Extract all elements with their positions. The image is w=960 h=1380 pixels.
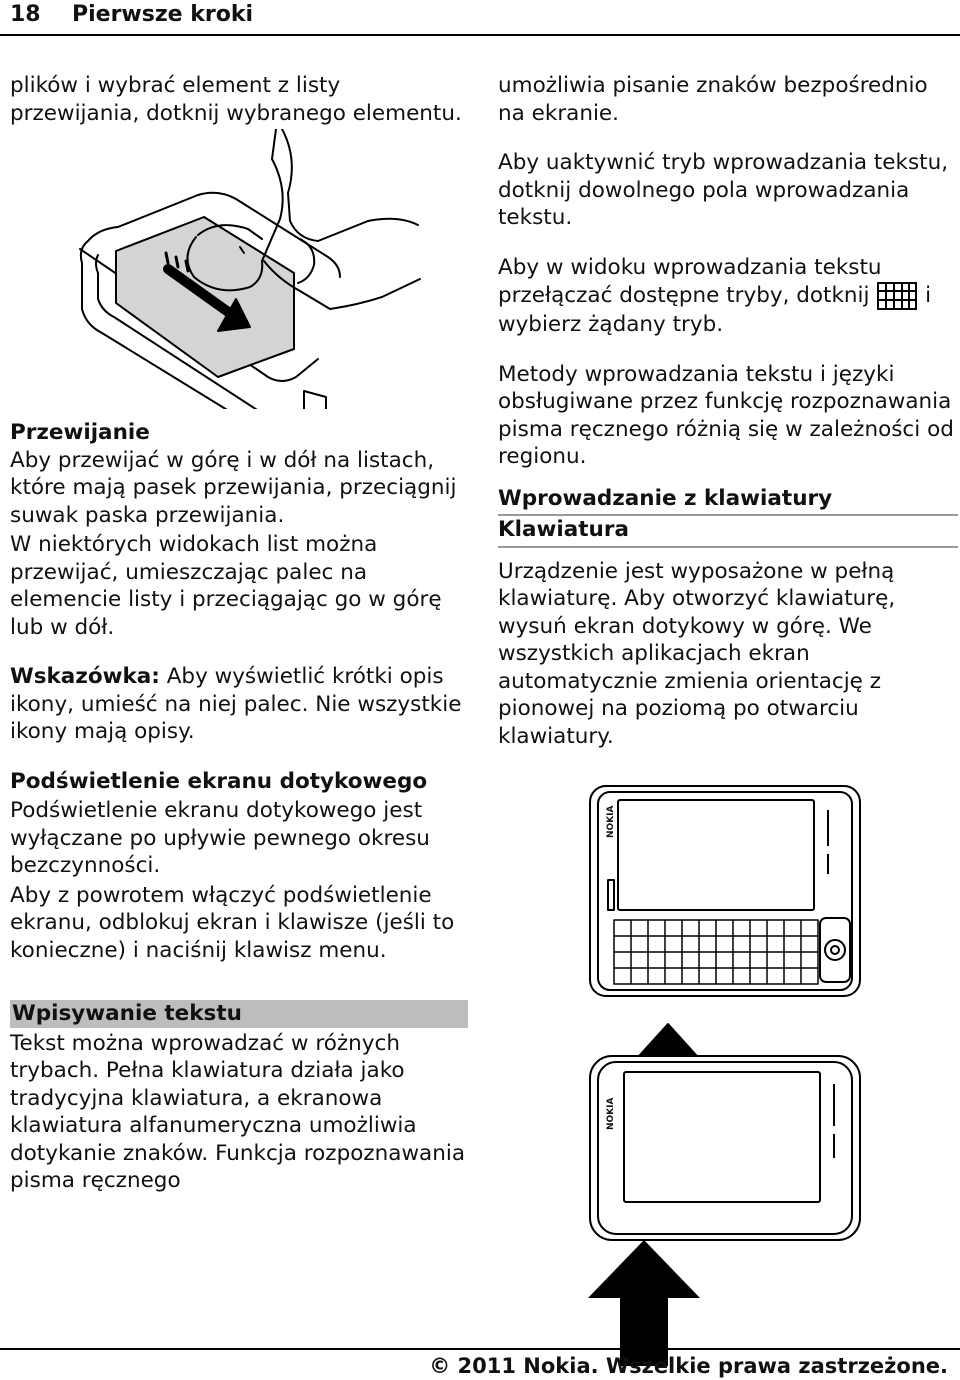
regional-methods-paragraph: Metody wprowadzania tekstu i języki obsługiwane przez funkcję rozpoznawania pisma ręcznego różnią się w zależności od regionu. <box>498 361 954 469</box>
phone-brand-bottom: NOKIA <box>606 1097 616 1130</box>
text-input-paragraph: Tekst można wprowadzać w różnych trybach. Pełna klawiatura działa jako tradycyjna klawiatura, a ekranowa klawiatura alfanumeryczna umożliwia dotykanie znaków. Funkcja rozpoznawania pisma ręcznego <box>10 1030 465 1193</box>
keyboard-paragraph: Urządzenie jest wyposażone w pełną klawiaturę. Aby otworzyć klawiaturę, wysuń ekran dotykowy w górę. We wszystkich aplikacjach ekran automatycznie zmienia orientację z pionowej na poziomą po otwarciu klawiatury. <box>498 558 896 749</box>
scroll-paragraph-2: W niektórych widokach list można przewijać, umieszczając palec na elemencie listy i przeciągając go w górę lub w dół. <box>10 532 442 640</box>
closed-phone-illustration <box>584 1054 874 1244</box>
handwriting-paragraph: umożliwia pisanie znaków bezpośrednio na ekranie. <box>498 73 928 126</box>
right-column <box>498 72 960 772</box>
activate-input-paragraph: Aby uaktywnić tryb wprowadzania tekstu, dotknij dowolnego pola wprowadzania tekstu. <box>498 150 949 230</box>
intro-paragraph: plików i wybrać element z listy przewijania, dotknij wybranego elementu. <box>10 73 462 126</box>
text-input-heading: Wpisywanie tekstu <box>10 1000 468 1028</box>
page-number: 18 <box>10 2 41 27</box>
section-title: Pierwsze kroki <box>72 2 254 27</box>
tip-label: Wskazówka: <box>10 664 160 689</box>
left-column <box>10 72 472 1217</box>
scroll-heading: Przewijanie <box>10 420 150 445</box>
tip-paragraph <box>10 663 472 746</box>
scroll-paragraph-1: Aby przewijać w górę i w dół na listach, które mają pasek przewijania, przeciągnij suwak paska przewijania. <box>10 447 457 528</box>
backlight-paragraph-2: Aby z powrotem włączyć podświetlenie ekranu, odblokuj ekran i klawisze (jeśli to konieczne) i naciśnij klawisz menu. <box>10 882 455 963</box>
backlight-paragraph-1: Podświetlenie ekranu dotykowego jest wyłączane po upływie pewnego okresu bezczynności. <box>10 798 430 878</box>
keyboard-grid-icon <box>876 281 918 311</box>
page-header <box>0 0 960 36</box>
footer-divider <box>0 1348 960 1350</box>
copyright-notice: © 2011 Nokia. Wszelkie prawa zastrzeżone. <box>429 1354 948 1378</box>
backlight-heading: Podświetlenie ekranu dotykowego <box>10 768 428 794</box>
keyboard-subheading: Klawiatura <box>498 516 958 548</box>
scroll-gesture-illustration <box>68 129 488 409</box>
phone-brand-top: NOKIA <box>606 805 616 838</box>
keyboard-heading: Wprowadzanie z klawiatury <box>498 485 958 517</box>
switch-mode-paragraph: Aby w widoku wprowadzania tekstu przełączać dostępne tryby, dotknij i wybierz żądany tryb. <box>498 254 932 337</box>
tip-text: Aby wyświetlić krótki opis ikony, umieść na niej palec. Nie wszystkie ikony mają opisy. <box>10 664 462 744</box>
